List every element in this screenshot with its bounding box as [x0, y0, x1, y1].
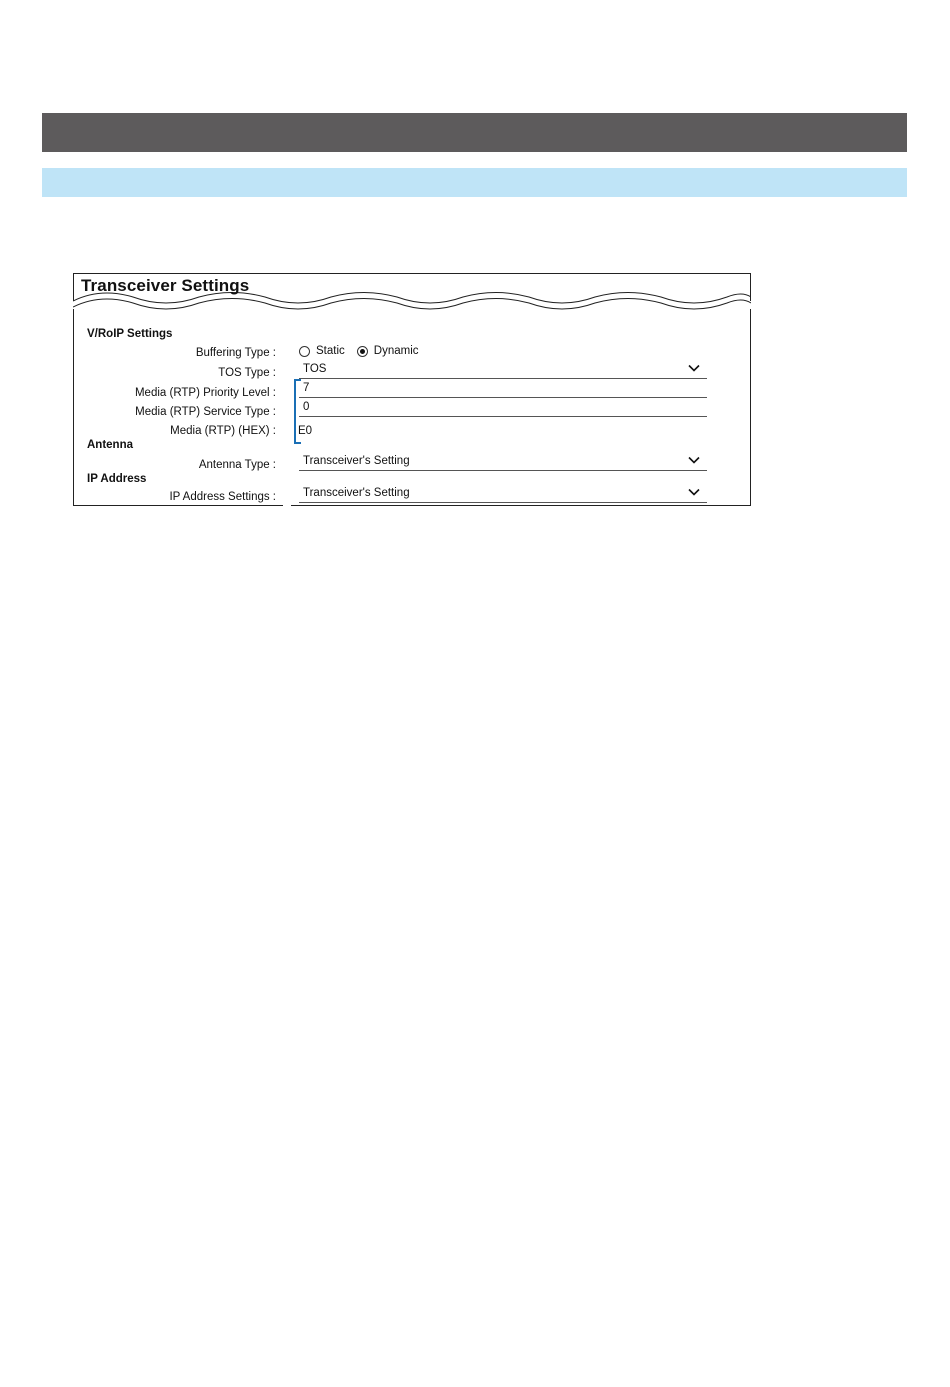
priority-level-value: 7: [303, 382, 310, 394]
service-type-input[interactable]: [299, 400, 707, 417]
chevron-down-icon: [688, 486, 700, 498]
voip-settings-heading: V/RoIP Settings: [87, 328, 173, 340]
antenna-type-value: Transceiver's Setting: [303, 455, 410, 467]
transceiver-settings-panel: [73, 273, 751, 506]
static-radio[interactable]: [299, 346, 310, 357]
tos-type-select[interactable]: [299, 362, 707, 379]
antenna-type-select[interactable]: [299, 454, 707, 471]
hex-value: E0: [298, 425, 313, 437]
antenna-type-label: Antenna Type :: [198, 459, 276, 471]
ip-address-settings-label: IP Address Settings :: [169, 491, 276, 503]
ip-address-settings-value: Transceiver's Setting: [303, 487, 410, 499]
dynamic-radio[interactable]: [357, 346, 368, 357]
priority-level-input[interactable]: [299, 381, 707, 398]
tos-type-label: TOS Type :: [218, 367, 276, 379]
static-radio-label[interactable]: Static: [316, 345, 345, 357]
subsection-header-bar: [42, 168, 907, 197]
chevron-down-icon: [688, 454, 700, 466]
priority-level-label: Media (RTP) Priority Level :: [134, 387, 276, 399]
tos-type-value: TOS: [303, 363, 327, 375]
dynamic-radio-label[interactable]: Dynamic: [373, 345, 419, 357]
antenna-heading: Antenna: [87, 439, 133, 451]
chevron-down-icon: [688, 362, 700, 374]
ip-address-heading: IP Address: [87, 473, 147, 485]
service-type-label: Media (RTP) Service Type :: [135, 406, 276, 418]
buffering-type-radio-group: [299, 345, 431, 357]
buffering-type-label: Buffering Type :: [195, 347, 276, 359]
panel-title: Transceiver Settings: [81, 276, 250, 295]
section-header-bar: [42, 113, 907, 152]
ip-address-settings-select[interactable]: [299, 486, 707, 503]
service-type-value: 0: [303, 401, 310, 413]
hex-label: Media (RTP) (HEX) :: [170, 425, 276, 437]
